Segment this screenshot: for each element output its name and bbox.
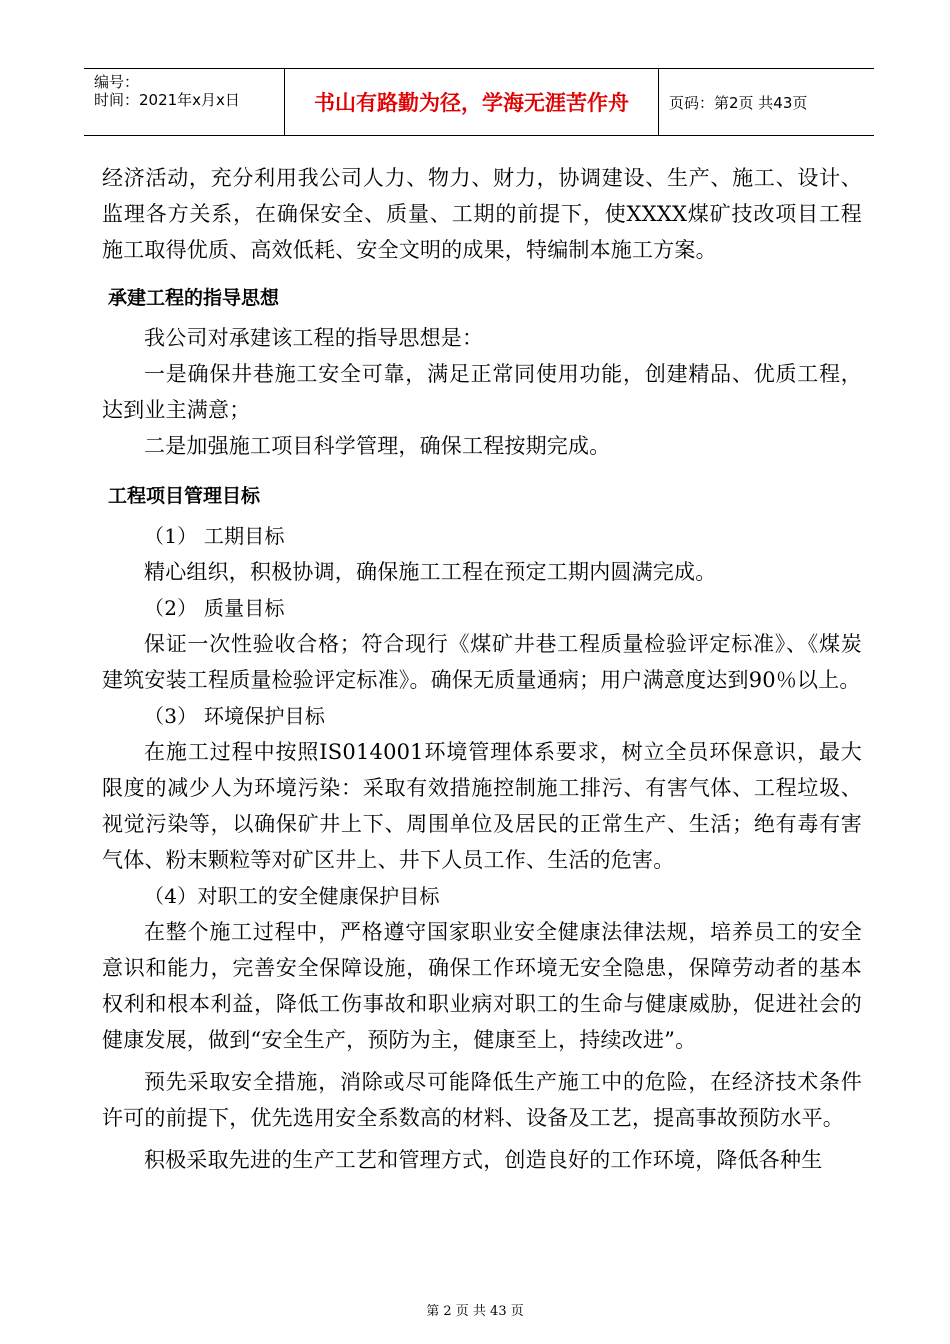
paragraph: 保证一次性验收合格；符合现行《煤矿井巷工程质量检验评定标准》、《煤炭建筑安装工程质量检验评定标准》。确保无质量通病；用户满意度达到90％以上。: [102, 632, 862, 692]
header-motto: 书山有路勤为径，学海无涯苦作舟: [285, 69, 659, 135]
page-footer: 第 2 页 共 43 页: [426, 1304, 524, 1319]
subsection-heading: （1） 工期目标: [144, 524, 285, 548]
paragraph: 积极采取先进的生产工艺和管理方式，创造良好的工作环境，降低各种生: [144, 1148, 823, 1172]
document-body: [102, 160, 862, 1178]
subsection-heading: （4）对职工的安全健康保护目标: [144, 884, 440, 908]
paragraph: 在整个施工过程中，严格遵守国家职业安全健康法律法规，培养员工的安全意识和能力，完善安全保障设施，确保工作环境无安全隐患，保障劳动者的基本权利和根本利益，降低工伤事故和职业病对职工的生命与健康威胁，促进社会的健康发展，做到“安全生产，预防为主，健康至上，持续改进”。: [102, 920, 862, 1052]
number-label: 编号：: [94, 73, 140, 91]
paragraph: 精心组织，积极协调，确保施工工程在预定工期内圆满完成。: [144, 560, 717, 584]
header-page-info: 页码：第2页 共43页: [669, 93, 808, 112]
section-heading: 工程项目管理目标: [108, 485, 261, 507]
subsection-heading: （2） 质量目标: [144, 596, 285, 620]
page-header: [84, 68, 874, 136]
paragraph: 在施工过程中按照IS014001环境管理体系要求，树立全员环保意识，最大限度的减少人为环境污染：采取有效措施控制施工排污、有害气体、工程垃圾、视觉污染等，以确保矿井上下、周围单位及居民的正常生产、生活；绝有毒有害气体、粉末颗粒等对矿区井上、井下人员工作、生活的危害。: [102, 740, 862, 872]
paragraph: 我公司对承建该工程的指导思想是：: [144, 326, 484, 350]
header-meta: [84, 69, 285, 135]
subsection-heading: （3） 环境保护目标: [144, 704, 326, 728]
paragraph: 二是加强施工项目科学管理，确保工程按期完成。: [144, 434, 611, 458]
paragraph: 一是确保井巷施工安全可靠，满足正常同使用功能，创建精品、优质工程，达到业主满意；: [102, 362, 862, 422]
paragraph: 经济活动，充分利用我公司人力、物力、财力，协调建设、生产、施工、设计、监理各方关系，在确保安全、质量、工期的前提下，使XXXX煤矿技改项目工程施工取得优质、高效低耗、安全文明的成果，特编制本施工方案。: [102, 166, 862, 262]
time-label: 时间：2021年x月x日: [94, 91, 240, 109]
section-heading: 承建工程的指导思想: [108, 287, 280, 309]
paragraph: 预先采取安全措施，消除或尽可能降低生产施工中的危险，在经济技术条件许可的前提下，优先选用安全系数高的材料、设备及工艺，提高事故预防水平。: [102, 1070, 862, 1130]
